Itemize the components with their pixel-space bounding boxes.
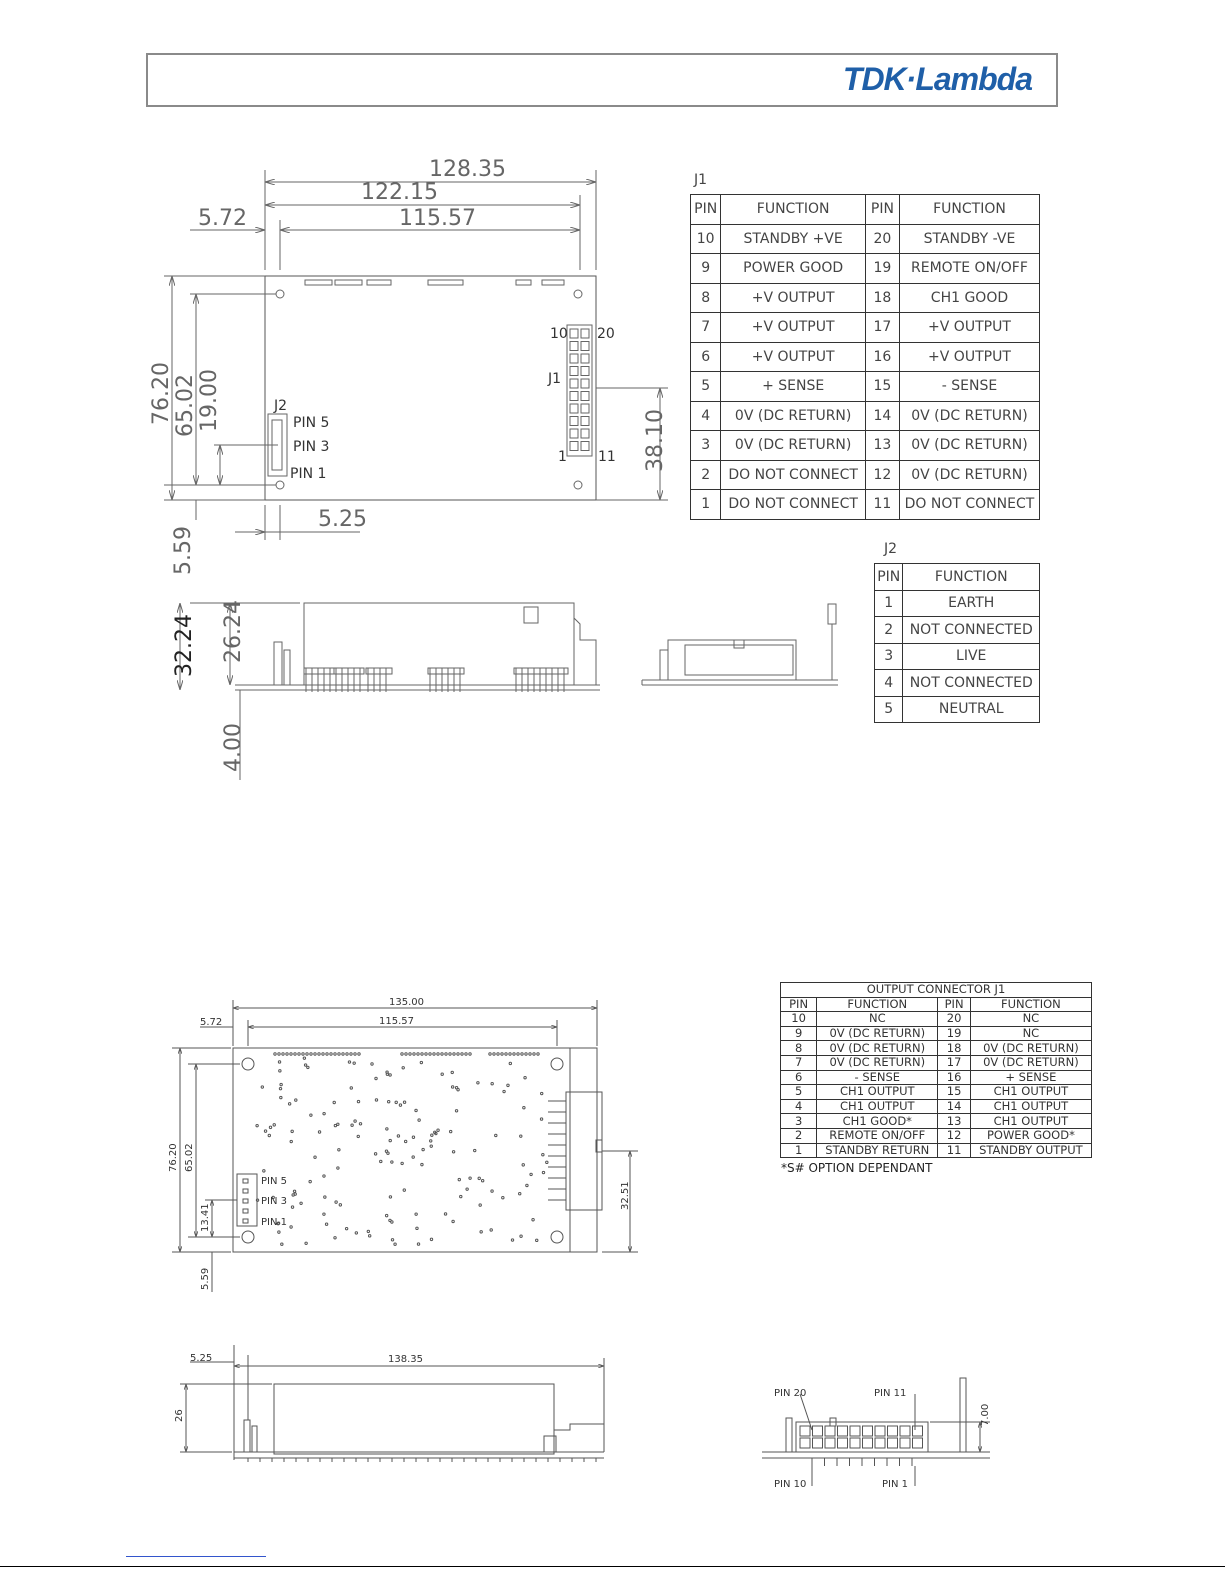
oc-function-cell: STANDBY RETURN [817, 1143, 938, 1158]
dim-5-25: 5.25 [318, 507, 367, 532]
pin10-label: PIN 10 [774, 1479, 807, 1490]
j2-function-cell: NOT CONNECTED [903, 670, 1040, 697]
oc-pin-cell: 7 [781, 1055, 817, 1070]
dim-26-24: 26.24 [221, 600, 246, 663]
j2-table-title: J2 [884, 541, 898, 557]
j2-row [875, 590, 1040, 617]
dim-5-59-b: 5.59 [200, 1267, 211, 1290]
j1-header-row [691, 195, 1040, 225]
oc-header-cell: FUNCTION [817, 997, 938, 1012]
oc-function-cell: POWER GOOD* [970, 1128, 1091, 1143]
j1-function-cell: DO NOT CONNECT [721, 460, 866, 490]
j2-function-cell: NEUTRAL [903, 696, 1040, 723]
j1-function-cell: +V OUTPUT [721, 342, 866, 372]
oc-pin-cell: 1 [781, 1143, 817, 1158]
j2-header-cell: FUNCTION [903, 564, 1040, 591]
dim-13-41: 13.41 [200, 1203, 211, 1232]
j1-header-cell: PIN [691, 195, 721, 225]
pin1-label: PIN 1 [290, 466, 327, 482]
j2-pin-cell: 2 [875, 617, 903, 644]
oc-pin-cell: 13 [938, 1114, 970, 1129]
oc-row [781, 1026, 1092, 1041]
oc-function-cell: - SENSE [817, 1070, 938, 1085]
dim-5-72-b: 5.72 [200, 1017, 223, 1028]
j1-pin1-label: 1 [558, 449, 567, 465]
pin5-label-b: PIN 5 [261, 1176, 288, 1187]
dim-122-15: 122.15 [361, 180, 438, 205]
oc-header-cell: PIN [938, 997, 970, 1012]
oc-header-cell: PIN [781, 997, 817, 1012]
j1-pin-cell: 9 [691, 254, 721, 284]
oc-function-cell: REMOTE ON/OFF [817, 1128, 938, 1143]
j1-pin-cell: 13 [865, 431, 899, 461]
dim-65-02: 65.02 [173, 374, 198, 437]
dim-128-35: 128.35 [429, 157, 506, 182]
j1-board-label: J1 [548, 371, 562, 387]
pin1-label-b: PIN 1 [261, 1217, 288, 1228]
oc-pin-cell: 10 [781, 1012, 817, 1027]
j1-function-cell: POWER GOOD [721, 254, 866, 284]
oc-function-cell: NC [970, 1012, 1091, 1027]
oc-function-cell: 0V (DC RETURN) [817, 1026, 938, 1041]
j1-function-cell: 0V (DC RETURN) [721, 431, 866, 461]
j1-row [691, 224, 1040, 254]
dim-26: 26 [174, 1409, 185, 1422]
oc-row [781, 1055, 1092, 1070]
j1-function-cell: - SENSE [899, 372, 1039, 402]
dim-115-57: 115.57 [399, 206, 476, 231]
j2-row [875, 670, 1040, 697]
footer-link-underline[interactable] [126, 1556, 266, 1557]
j1-function-cell: STANDBY -VE [899, 224, 1039, 254]
dim-138-35: 138.35 [388, 1354, 423, 1365]
dim-76-20: 76.20 [149, 362, 174, 425]
j1-pinout-table [690, 194, 1040, 520]
j1-pin-cell: 19 [865, 254, 899, 284]
j1-pin-cell: 14 [865, 401, 899, 431]
j1-row [691, 490, 1040, 520]
j2-board-label: J2 [274, 398, 288, 414]
oc-row [781, 1114, 1092, 1129]
j1-function-cell: + SENSE [721, 372, 866, 402]
oc-pin-cell: 15 [938, 1085, 970, 1100]
dim-5-72: 5.72 [198, 206, 247, 231]
j1-pin-cell: 3 [691, 431, 721, 461]
j1-function-cell: +V OUTPUT [899, 342, 1039, 372]
dim-115-57-b: 115.57 [379, 1016, 414, 1027]
j2-row [875, 617, 1040, 644]
j1-function-cell: CH1 GOOD [899, 283, 1039, 313]
j1-pin10-label: 10 [550, 326, 568, 342]
j2-pin-cell: 5 [875, 696, 903, 723]
j1-pin-cell: 2 [691, 460, 721, 490]
option-note: *S# OPTION DEPENDANT [781, 1161, 933, 1175]
dim-135-00: 135.00 [389, 997, 424, 1008]
pin3-label-b: PIN 3 [261, 1196, 288, 1207]
oc-function-cell: 0V (DC RETURN) [970, 1041, 1091, 1056]
j1-pin-cell: 6 [691, 342, 721, 372]
j1-row [691, 372, 1040, 402]
j1-row [691, 254, 1040, 284]
oc-function-cell: 0V (DC RETURN) [970, 1055, 1091, 1070]
j1-pin-cell: 7 [691, 313, 721, 343]
oc-row [781, 1070, 1092, 1085]
dim-5-59: 5.59 [171, 526, 196, 575]
oc-row [781, 1128, 1092, 1143]
j1-row [691, 283, 1040, 313]
j1-row [691, 313, 1040, 343]
j1-pin-cell: 1 [691, 490, 721, 520]
j1-function-cell: DO NOT CONNECT [899, 490, 1039, 520]
j1-header-cell: FUNCTION [721, 195, 866, 225]
output-connector-table [780, 982, 1092, 1158]
j1-pin-cell: 11 [865, 490, 899, 520]
pin3-label: PIN 3 [293, 439, 330, 455]
pin20-label: PIN 20 [774, 1388, 807, 1399]
dim-4-00: 4.00 [221, 723, 246, 772]
oc-pin-cell: 2 [781, 1128, 817, 1143]
oc-header-cell: FUNCTION [970, 997, 1091, 1012]
oc-function-cell: CH1 OUTPUT [970, 1114, 1091, 1129]
j1-function-cell: +V OUTPUT [721, 283, 866, 313]
oc-function-cell: NC [817, 1012, 938, 1027]
dim-65-02-b: 65.02 [184, 1143, 195, 1172]
j1-function-cell: 0V (DC RETURN) [899, 401, 1039, 431]
oc-pin-cell: 8 [781, 1041, 817, 1056]
j1-function-cell: +V OUTPUT [899, 313, 1039, 343]
j1-pin-cell: 10 [691, 224, 721, 254]
dim-38-10: 38.10 [643, 409, 668, 472]
j1-function-cell: DO NOT CONNECT [721, 490, 866, 520]
oc-pin-cell: 12 [938, 1128, 970, 1143]
oc-row [781, 1099, 1092, 1114]
j1-function-cell: +V OUTPUT [721, 313, 866, 343]
j1-pin-cell: 4 [691, 401, 721, 431]
oc-function-cell: + SENSE [970, 1070, 1091, 1085]
oc-function-cell: NC [970, 1026, 1091, 1041]
j1-function-cell: 0V (DC RETURN) [721, 401, 866, 431]
j1-pin-cell: 18 [865, 283, 899, 313]
oc-pin-cell: 18 [938, 1041, 970, 1056]
oc-pin-cell: 20 [938, 1012, 970, 1027]
oc-row [781, 1143, 1092, 1158]
j1-pin-cell: 12 [865, 460, 899, 490]
pin1-label-c: PIN 1 [882, 1479, 909, 1490]
dim-32-24: 32.24 [172, 614, 197, 677]
j2-pin-cell: 3 [875, 643, 903, 670]
j1-pin-cell: 20 [865, 224, 899, 254]
dim-76-20-b: 76.20 [168, 1143, 179, 1172]
oc-row [781, 1085, 1092, 1100]
oc-pin-cell: 4 [781, 1099, 817, 1114]
pin5-label: PIN 5 [293, 415, 330, 431]
oc-function-cell: 0V (DC RETURN) [817, 1041, 938, 1056]
j2-function-cell: NOT CONNECTED [903, 617, 1040, 644]
oc-pin-cell: 3 [781, 1114, 817, 1129]
oc-pin-cell: 6 [781, 1070, 817, 1085]
dim-5-25-b: 5.25 [190, 1353, 213, 1364]
oc-function-cell: CH1 OUTPUT [970, 1099, 1091, 1114]
j2-header-row [875, 564, 1040, 591]
j1-row [691, 431, 1040, 461]
j1-pin-cell: 5 [691, 372, 721, 402]
j1-function-cell: 0V (DC RETURN) [899, 460, 1039, 490]
j1-function-cell: STANDBY +VE [721, 224, 866, 254]
j2-pinout-table [874, 563, 1040, 723]
j1-row [691, 401, 1040, 431]
oc-header-row [781, 997, 1092, 1012]
j1-pin-cell: 8 [691, 283, 721, 313]
j2-pin-cell: 1 [875, 590, 903, 617]
oc-pin-cell: 14 [938, 1099, 970, 1114]
j1-function-cell: REMOTE ON/OFF [899, 254, 1039, 284]
j1-pin20-label: 20 [597, 326, 615, 342]
oc-function-cell: CH1 GOOD* [817, 1114, 938, 1129]
j1-pin-cell: 17 [865, 313, 899, 343]
oc-function-cell: CH1 OUTPUT [817, 1099, 938, 1114]
j1-pin11-label: 11 [598, 449, 616, 465]
oc-row [781, 1012, 1092, 1027]
oc-pin-cell: 9 [781, 1026, 817, 1041]
dim-32-51: 32.51 [620, 1181, 631, 1210]
j1-function-cell: 0V (DC RETURN) [899, 431, 1039, 461]
dim-7-00: 7.00 [980, 1403, 991, 1426]
dim-19-00: 19.00 [197, 369, 222, 432]
oc-pin-cell: 5 [781, 1085, 817, 1100]
j1-pin-cell: 15 [865, 372, 899, 402]
j1-header-cell: FUNCTION [899, 195, 1039, 225]
oc-row [781, 1041, 1092, 1056]
j1-table-title: J1 [694, 172, 708, 188]
j2-header-cell: PIN [875, 564, 903, 591]
j2-function-cell: EARTH [903, 590, 1040, 617]
oc-function-cell: CH1 OUTPUT [817, 1085, 938, 1100]
oc-function-cell: 0V (DC RETURN) [817, 1055, 938, 1070]
j2-row [875, 696, 1040, 723]
footer-rule [0, 1566, 1225, 1567]
j1-row [691, 460, 1040, 490]
oc-pin-cell: 11 [938, 1143, 970, 1158]
tdk-lambda-logo: TDK·Lambda [842, 61, 1032, 97]
oc-pin-cell: 16 [938, 1070, 970, 1085]
oc-pin-cell: 19 [938, 1026, 970, 1041]
oc-function-cell: CH1 OUTPUT [970, 1085, 1091, 1100]
j1-row [691, 342, 1040, 372]
j1-header-cell: PIN [865, 195, 899, 225]
output-connector-title: OUTPUT CONNECTOR J1 [781, 983, 1092, 998]
pin11-label: PIN 11 [874, 1388, 907, 1399]
oc-function-cell: STANDBY OUTPUT [970, 1143, 1091, 1158]
oc-pin-cell: 17 [938, 1055, 970, 1070]
j2-row [875, 643, 1040, 670]
j1-pin-cell: 16 [865, 342, 899, 372]
j2-function-cell: LIVE [903, 643, 1040, 670]
j2-pin-cell: 4 [875, 670, 903, 697]
